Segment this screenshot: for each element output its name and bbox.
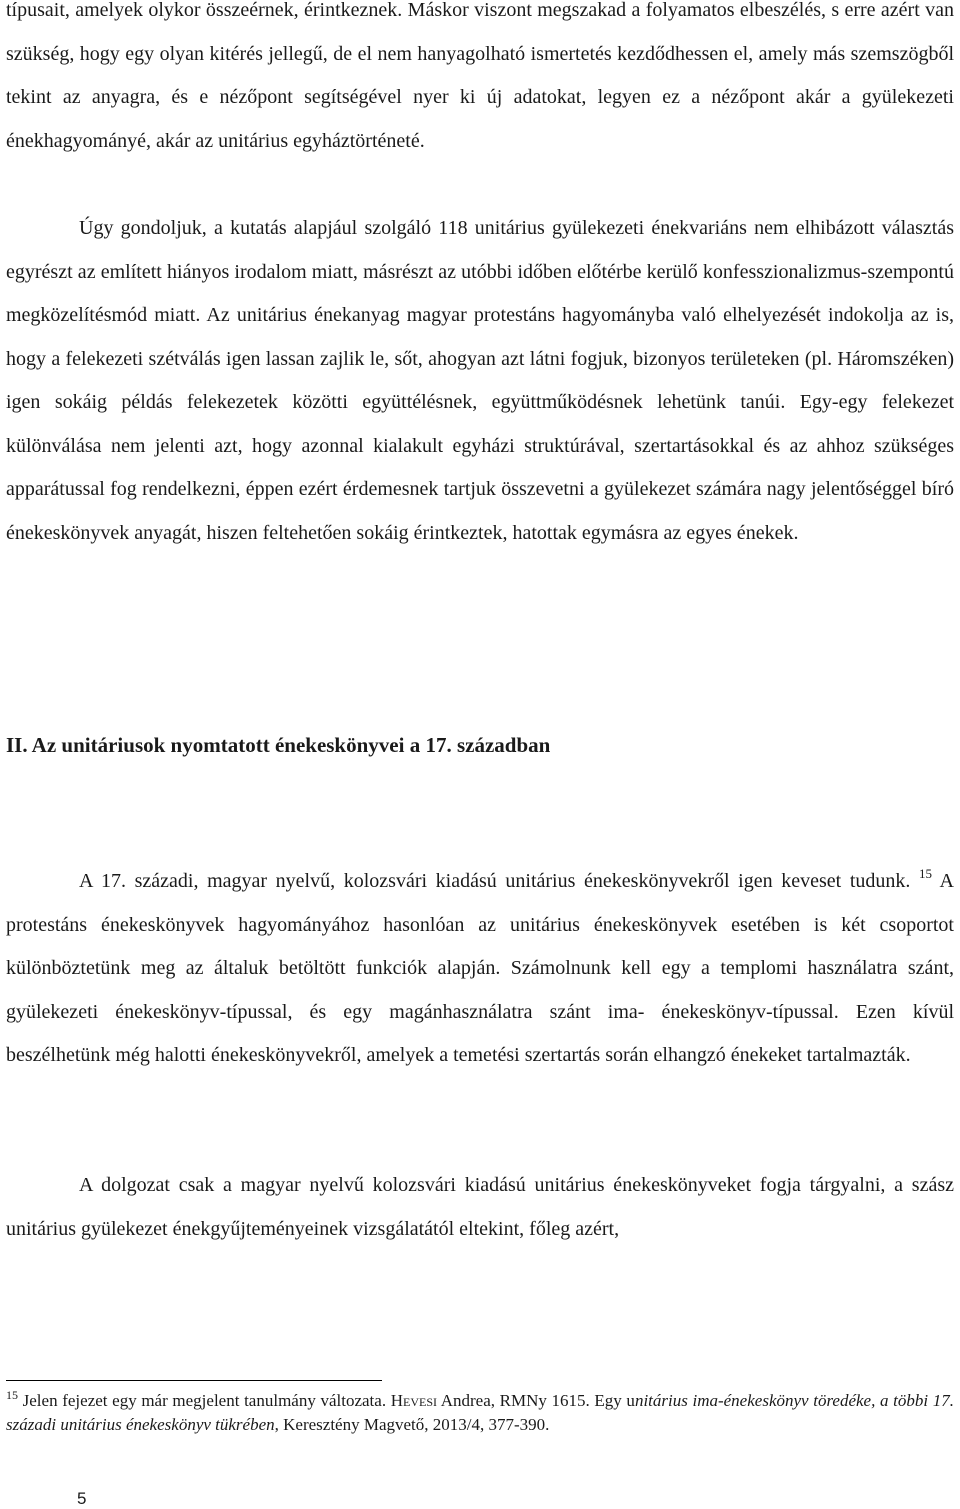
paragraph-3-start: A 17. századi, magyar nyelvű, kolozsvári kiadású unitárius énekeskönyvekről igen keveset tudunk. [79,870,911,892]
paragraph-3 [6,860,954,1078]
footnote-text-a: Jelen fejezet egy már megjelent tanulmány változata. [18,1391,391,1410]
paragraph-1: típusait, amelyek olykor összeérnek, érintkeznek. Máskor viszont megszakad a folyamatos elbeszélés, s erre azért van szükség, hogy egy olyan kitérés jellegű, de el nem hanyagolható ismertetés kezdődhessen el, amely más szemszögből tekint az anyagra, és e nézőpont segítségével nyer ki új adatokat, legyen ez a nézőpont akár a gyülekezeti énekhagyományé, akár az unitárius egyháztörténeté. [6,0,954,152]
footnote-author: Hevesi [390,1391,438,1410]
footnote-separator [6,1380,382,1381]
paragraph-2: Úgy gondoljuk, a kutatás alapjául szolgáló 118 unitárius gyülekezeti énekvariáns nem elhibázott választás egyrészt az említett hiányos irodalom miatt, másrészt az utóbbi időben előtérbe kerülő konfesszionalizmus-szempontú megközelítésmód miatt. Az unitárius énekanyag magyar protestáns hagyományba való elhelyezését indokolja az is, hogy a felekezeti szétválás igen lassan zajlik le, sőt, ahogyan azt látni fogjuk, bizonyos területeken (pl. Háromszéken) igen sokáig példás felekezetek közötti együttélésnek, együttműködésnek lehetünk tanúi. Egy-egy felekezet különválása nem jelenti azt, hogy azonnal kialakult egyházi struktúrával, szertartásokkal és az ahhoz szükséges apparátussal fog rendelkezni, éppen ezért érdemesnek tartjuk összevetni a gyülekezet számára nagy jelentőséggel bíró énekeskönyvek anyagát, hiszen feltehetően sokáig érintkeztek, hatottak egymásra az egyes énekek. [6,217,954,544]
footnote-reference[interactable]: 15 [919,866,933,881]
page-number: 5 [77,1489,87,1508]
footnote-text-c: , Keresztény Magvető, 2013/4, 377-390. [274,1415,550,1434]
footnote-title: nitárius ima-énekeskönyv töredéke, a többi 17. századi unitárius énekeskönyv tükrében [6,1391,954,1434]
paragraph-3-rest: A protestáns énekeskönyvek hagyományához hasonlóan az unitárius énekeskönyvek esetében is két csoportot különböztetünk meg az általuk betöltött funkciók alapján. Számolnunk kell egy a templomi használatra szánt, gyülekezeti énekeskönyv-típussal, és egy magánhasználatra szánt ima- énekeskönyv-típussal. Ezen kívül beszélhetünk még halotti énekeskönyvekről, amelyek a temetési szertartás során elhangzó énekeket tartalmazták. [6,870,955,1066]
footnote [6,1389,954,1437]
paragraph-4: A dolgozat csak a magyar nyelvű kolozsvári kiadású unitárius énekeskönyveket fogja tárgyalni, a szász unitárius gyülekezet énekgyűjteményeinek vizsgálatától eltekint, főleg azért, [6,1174,954,1240]
footnote-text-b: Andrea, RMNy 1615. Egy u [437,1391,635,1410]
section-heading: II. Az unitáriusok nyomtatott énekeskönyvei a 17. században [6,733,551,757]
footnote-number: 15 [6,1388,18,1402]
